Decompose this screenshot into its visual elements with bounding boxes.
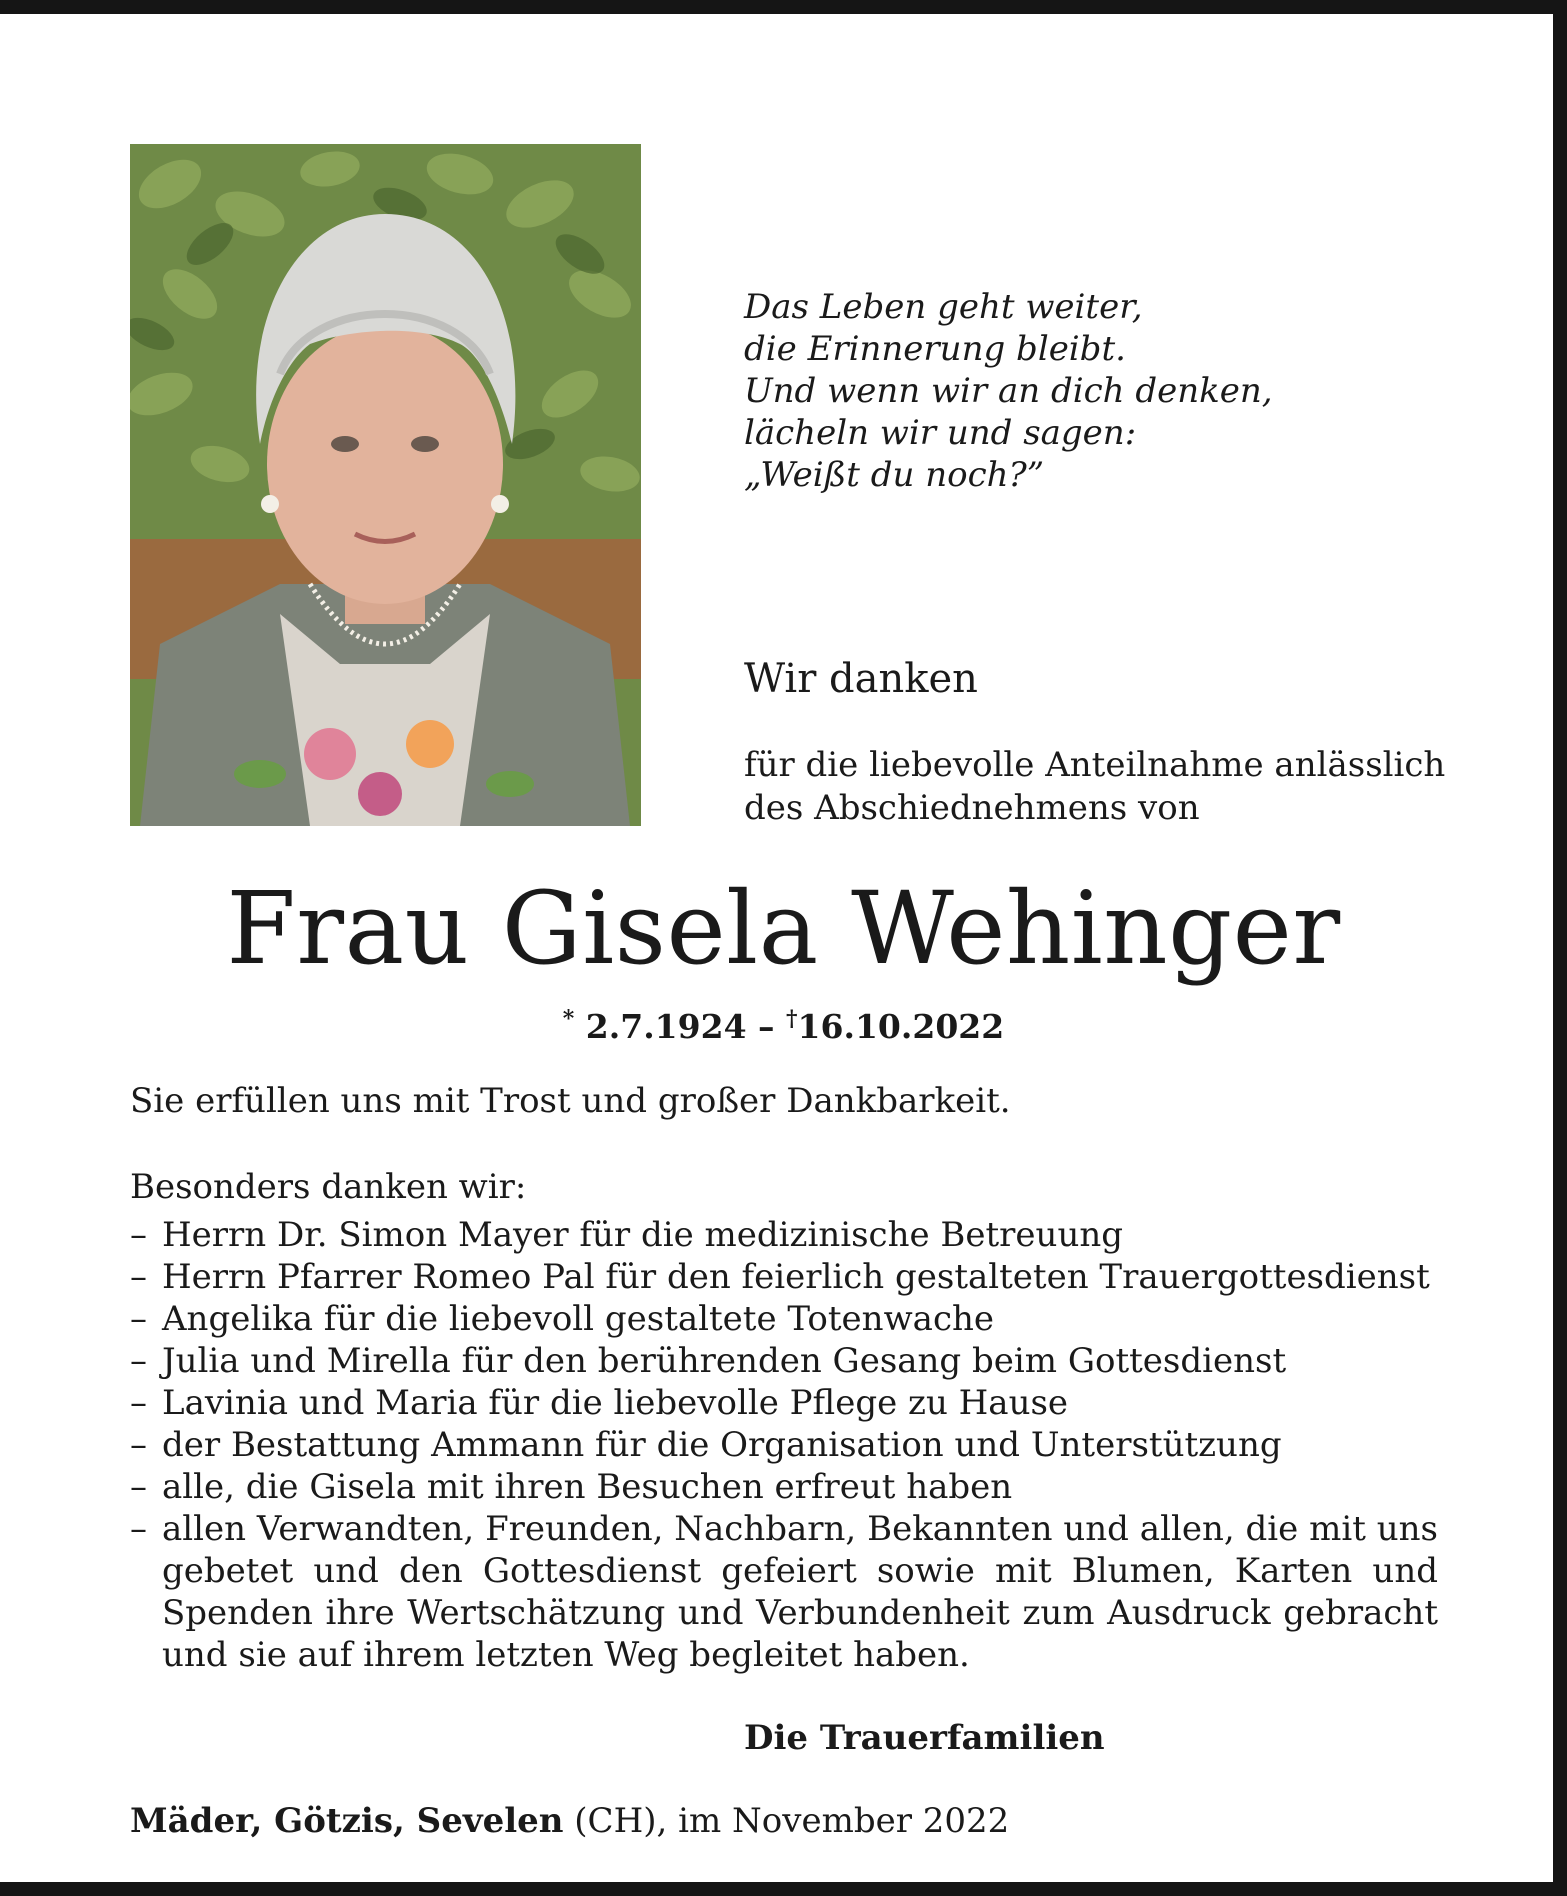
list-item bbox=[130, 1340, 1438, 1382]
poem-line: die Erinnerung bleibt. bbox=[744, 329, 1126, 369]
list-dash: – bbox=[130, 1257, 147, 1297]
list-dash: – bbox=[130, 1299, 147, 1339]
list-item bbox=[130, 1466, 1438, 1508]
portrait-illustration bbox=[130, 144, 641, 826]
list-item bbox=[130, 1424, 1438, 1466]
list-item bbox=[130, 1382, 1438, 1424]
poem-line: lächeln wir und sagen: bbox=[744, 413, 1137, 453]
list-dash: – bbox=[130, 1425, 147, 1465]
poem bbox=[744, 286, 1273, 496]
thanks-list bbox=[130, 1214, 1438, 1676]
list-dash: – bbox=[130, 1467, 147, 1507]
thanks-heading: Wir danken bbox=[744, 656, 978, 702]
list-item-text: Angelika für die liebevoll gestaltete Totenwache bbox=[162, 1299, 995, 1339]
poem-line: Das Leben geht weiter, bbox=[744, 287, 1143, 327]
list-item bbox=[130, 1298, 1438, 1340]
list-item-text: Herrn Pfarrer Romeo Pal für den feierlich gestalteten Trauergottesdienst bbox=[162, 1257, 1430, 1297]
life-dates bbox=[0, 999, 1567, 1047]
birth-date: 2.7.1924 bbox=[585, 1007, 747, 1046]
list-item-text: Julia und Mirella für den berührenden Gesang beim Gottesdienst bbox=[162, 1341, 1287, 1381]
poem-line: „Weißt du noch?” bbox=[744, 455, 1045, 495]
list-item bbox=[130, 1508, 1438, 1676]
list-item-text: Herrn Dr. Simon Mayer für die medizinische Betreuung bbox=[162, 1215, 1124, 1255]
list-item bbox=[130, 1256, 1438, 1298]
list-dash: – bbox=[130, 1383, 147, 1423]
list-item bbox=[130, 1214, 1438, 1256]
list-dash: – bbox=[130, 1341, 147, 1381]
place-towns: Mäder, Götzis, Sevelen bbox=[130, 1801, 564, 1841]
list-dash: – bbox=[130, 1509, 147, 1549]
portrait-photo bbox=[130, 144, 641, 826]
death-date: 16.10.2022 bbox=[797, 1007, 1005, 1046]
place-and-date bbox=[130, 1800, 1009, 1842]
poem-line: Und wenn wir an dich denken, bbox=[744, 371, 1273, 411]
birth-symbol: * bbox=[562, 1006, 575, 1032]
list-item-text: Lavinia und Maria für die liebevolle Pflege zu Hause bbox=[162, 1383, 1069, 1423]
signature: Die Trauerfamilien bbox=[744, 1718, 1105, 1758]
list-item-text: allen Verwandten, Freunden, Nachbarn, Bekannten und allen, die mit uns gebetet und den Gottesdienst gefeiert sowie mit Blumen, Karten und Spenden ihre Wertschätzung und Verbundenheit zum Ausdruck gebracht und sie auf ihrem letzten Weg begleitet haben. bbox=[162, 1509, 1438, 1675]
date-separator: – bbox=[758, 1007, 775, 1046]
thanks-line: des Abschiednehmens von bbox=[744, 788, 1200, 828]
deceased-name: Frau Gisela Wehinger bbox=[226, 870, 1341, 987]
comfort-sentence: Sie erfüllen uns mit Trost und großer Dankbarkeit. bbox=[130, 1081, 1011, 1121]
special-thanks-intro: Besonders danken wir: bbox=[130, 1167, 527, 1207]
list-dash: – bbox=[130, 1215, 147, 1255]
death-symbol: † bbox=[786, 1006, 798, 1032]
thanks-line: für die liebevolle Anteilnahme anlässlich bbox=[744, 745, 1446, 785]
list-item-text: alle, die Gisela mit ihren Besuchen erfreut haben bbox=[162, 1467, 1013, 1507]
thanks-subtext bbox=[744, 744, 1445, 830]
place-rest: (CH), im November 2022 bbox=[563, 1801, 1010, 1841]
list-item-text: der Bestattung Ammann für die Organisation und Unterstützung bbox=[162, 1425, 1282, 1465]
